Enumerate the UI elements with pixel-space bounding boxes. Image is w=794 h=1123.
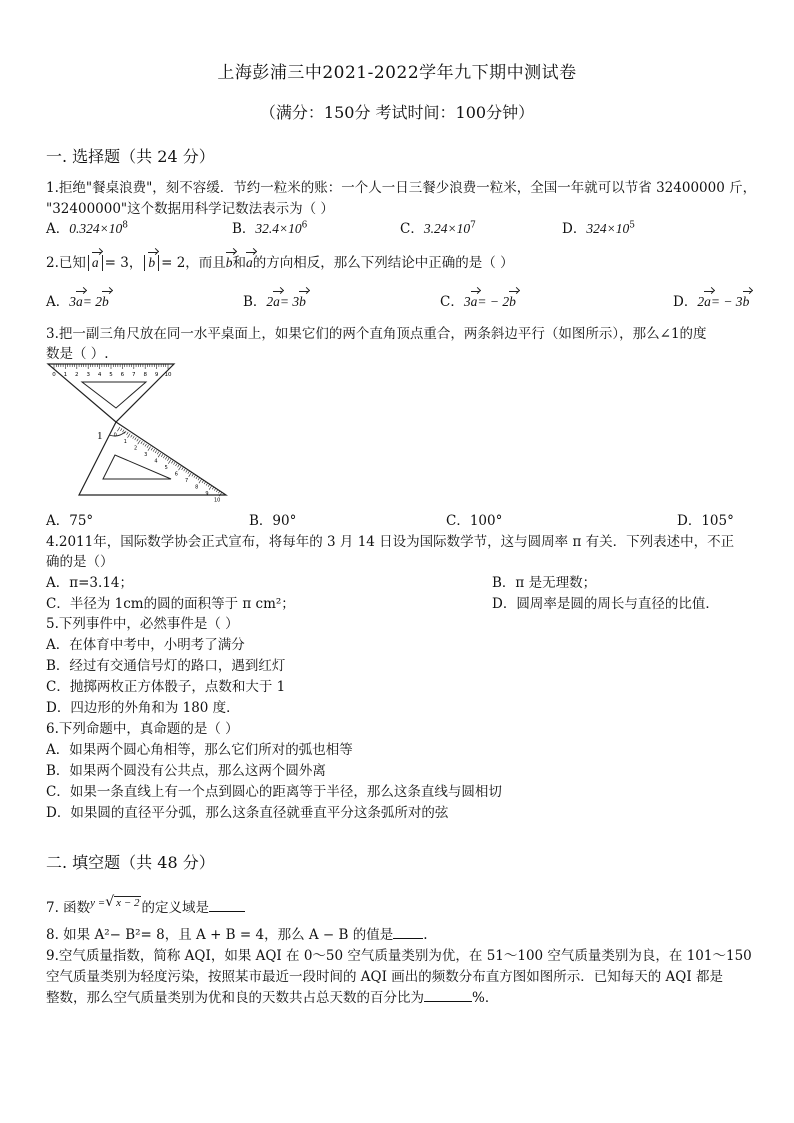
q2-option-a-label: A．: [46, 294, 70, 310]
q9-stem-line3: [46, 986, 498, 1006]
q5-option-a: A．在体育中考中，小明考了满分: [46, 637, 245, 653]
q2-option-d-v2: b: [742, 294, 750, 309]
upper-ruler-tick-label: 5: [109, 372, 113, 378]
page-title: 上海彭浦三中2021-2022学年九下期中测试卷: [217, 63, 577, 83]
lower-ruler-tick: [163, 456, 165, 459]
section-1-title: 一. 选择题（共 24 分）: [46, 147, 215, 166]
q7-prefix: 7. 函数: [46, 900, 91, 916]
q1-option-d-label: D．: [562, 221, 587, 237]
lower-ruler-tick: [173, 462, 175, 465]
q6-option-b: B．如果两个圆没有公共点，那么这两个圆外离: [46, 763, 326, 779]
lower-ruler-tick: [158, 453, 161, 457]
q2-option-b-v2: b: [299, 294, 306, 309]
lower-ruler-tick: [128, 434, 131, 438]
q4-option-c: C．半径为 1cm的圆的面积等于 π cm²；: [46, 596, 295, 612]
lower-ruler-tick-label: 6: [174, 471, 178, 478]
q1-option-a-label: A．: [46, 221, 70, 237]
lower-ruler-tick: [214, 488, 216, 491]
q2-option-c-v1: a: [470, 294, 478, 309]
q2-option-c-label: C．: [440, 294, 464, 310]
lower-ruler-tick: [138, 440, 141, 444]
lower-ruler-tick: [196, 476, 198, 479]
q4-option-b: B．π 是无理数；: [492, 575, 597, 591]
q2-option-c-c1: 3: [463, 294, 471, 309]
q8-answer-blank[interactable]: [393, 926, 423, 939]
lower-set-square-inner: [103, 455, 171, 479]
q2-option-a-op: = 2: [82, 294, 102, 309]
lower-ruler-tick: [184, 469, 186, 472]
lower-ruler-ticks: [114, 427, 222, 504]
lower-ruler-tick: [178, 465, 180, 468]
upper-set-square-inner: [82, 382, 146, 408]
q5-option-d: D．四边形的外角和为 180 度．: [46, 700, 240, 716]
lower-ruler-tick: [176, 463, 178, 466]
q5-option-b: B．经过有交通信号灯的路口，遇到红灯: [46, 658, 286, 674]
lower-ruler-tick: [137, 439, 139, 442]
lower-ruler-tick: [171, 461, 173, 464]
q1-stem-line2: "32400000"这个数据用科学记数法表示为（ ）: [46, 201, 334, 217]
q5-option-c: C．抛掷两枚正方体骰子，点数和大于 1: [46, 679, 286, 695]
lower-ruler-tick: [208, 484, 210, 487]
q1-option-b-label: B．: [232, 221, 256, 237]
lower-ruler-tick: [202, 480, 204, 483]
q2-option-b-c1: 2: [266, 294, 274, 309]
q2-option-d-label: D．: [673, 294, 698, 310]
lower-ruler-tick: [155, 450, 157, 453]
q2-prefix: 2.已知: [46, 255, 86, 271]
q8-text: 8. 如果 A²− B²= 8，且 A + B = 4，那么 A − B 的值是: [46, 927, 394, 943]
lower-ruler-tick-label: 5: [164, 465, 168, 472]
q9-stem-line1: 9.空气质量指数，简称 AQI，如果 AQI 在 0～50 空气质量类别为优，在 51～100 空气质量类别为良，在 101～150: [46, 948, 752, 964]
lower-ruler-tick: [148, 447, 151, 451]
q1-stem-line1: 1.拒绝"餐桌浪费"，刻不容缓．节约一粒米的账：一个人一日三餐少浪费一粒米，全国一年就可以节省 32400000 斤，: [46, 180, 757, 196]
triangle-rulers-figure: [46, 362, 231, 504]
lower-ruler-tick-label: 2: [133, 445, 138, 452]
lower-ruler-tick: [198, 478, 200, 481]
q1-option-c-coef: 3.24×10: [423, 221, 471, 236]
q9-line3-pre: 整数，那么空气质量类别为优和良的天数共占总天数的百分比为: [46, 990, 424, 1006]
q5-stem: 5.下列事件中，必然事件是（ ）: [46, 616, 239, 632]
q3-option-c: C．100°: [446, 513, 503, 529]
lower-ruler-tick: [120, 428, 122, 431]
q7-answer-blank[interactable]: [209, 899, 245, 912]
lower-ruler-tick: [161, 454, 163, 457]
q2-b-eq: = 2，而且: [161, 255, 226, 271]
q4-stem-line2: 确的是（）: [46, 554, 114, 570]
q1-option-d: [562, 217, 635, 237]
upper-ruler-ticks: [52, 364, 172, 378]
q6-option-d: D．如果圆的直径平分弧，那么这条直径就垂直平分这条弧所对的弦: [46, 805, 449, 821]
q6-option-c: C．如果一条直线上有一个点到圆心的距离等于半径，那么这条直线与圆相切: [46, 784, 502, 800]
upper-ruler-tick-label: 3: [86, 372, 90, 378]
q2-option-d-op: = − 3: [710, 294, 743, 309]
q2-stem: [46, 251, 514, 271]
q4-option-d: D．圆周率是圆的周长与直径的比值．: [492, 596, 719, 612]
q3-option-b: B．90°: [249, 513, 297, 529]
q2-option-a-v1: a: [76, 294, 83, 309]
q3-stem-line1: 3.把一副三角尺放在同一水平桌面上，如果它们的两个直角顶点重合，两条斜边平行（如图所示），那么∠1的度: [46, 326, 707, 342]
lower-ruler-tick: [133, 436, 135, 439]
upper-ruler-tick-label: 4: [97, 372, 102, 378]
angle-1-arc: [109, 432, 125, 436]
lower-ruler-tick: [153, 449, 155, 452]
lower-ruler-tick: [188, 471, 190, 474]
q3-stem-line2: 数是（ ）.: [46, 346, 109, 362]
upper-ruler-tick-label: 1: [63, 372, 68, 378]
lower-ruler-tick: [135, 437, 137, 440]
lower-ruler-tick: [212, 487, 214, 490]
lower-ruler-tick: [165, 457, 167, 460]
lower-ruler-tick: [117, 427, 120, 431]
q2-option-b-op: = 3: [279, 294, 300, 309]
q2-option-d: [673, 290, 749, 310]
q1-option-c-exp: 7: [470, 220, 476, 231]
upper-ruler-tick-label: 0: [52, 372, 56, 378]
q2-option-c-v2: b: [509, 294, 516, 309]
q7-suffix: 的定义域是: [141, 900, 209, 916]
q2-suffix: 的方向相反，那么下列结论中正确的是（ ）: [252, 255, 514, 271]
q1-option-b: [232, 217, 307, 237]
section-2-title: 二. 填空题（共 48 分）: [46, 853, 215, 872]
q1-option-c: [400, 217, 476, 237]
lower-ruler-tick: [131, 435, 133, 438]
q7-y: y =: [90, 897, 106, 909]
lower-ruler-tick: [143, 443, 145, 446]
lower-ruler-tick: [157, 452, 159, 455]
lower-ruler-tick-label: 4: [154, 458, 158, 465]
lower-ruler-tick: [147, 445, 149, 448]
lower-ruler-tick: [199, 479, 202, 483]
q2-vec-b-2: b: [225, 255, 233, 270]
q6-option-a: A．如果两个圆心角相等，那么它们所对的弧也相等: [46, 742, 353, 758]
angle-1-label: 1: [97, 430, 103, 442]
lower-ruler-tick-label: 1: [123, 439, 127, 446]
q2-vec-b: b: [148, 255, 156, 270]
q2-option-c-op: = − 2: [477, 294, 510, 309]
q9-answer-blank[interactable]: [424, 989, 472, 1002]
q7-radicand: x − 2: [116, 897, 140, 909]
q1-option-c-label: C．: [400, 221, 424, 237]
q4-option-a: A．π=3.14；: [46, 575, 133, 591]
upper-ruler-tick-label: 10: [164, 372, 172, 378]
page-subtitle: （满分：150分 考试时间：100分钟）: [259, 103, 535, 122]
q2-and: 和: [232, 255, 247, 271]
lower-ruler-tick: [204, 482, 206, 485]
lower-ruler-tick: [141, 441, 143, 444]
lower-ruler-tick: [209, 486, 212, 490]
q4-stem-line1: 4.2011年，国际数学协会正式宣布，将每年的 3 月 14 日设为国际数学节，这与圆周率 π 有关．下列表述中，不正: [46, 534, 735, 550]
q7-stem: 7. 函数$^{y =}$√ x − 2 的定义域是: [46, 896, 245, 916]
upper-ruler-tick-label: 7: [132, 372, 136, 378]
q1-option-b-coef: 32.4×10: [255, 221, 302, 236]
q8-end: .: [423, 927, 428, 943]
q2-option-a-c1: 3: [69, 294, 76, 309]
q1-option-a-coef: 0.324×10: [69, 221, 123, 236]
q2-vec-a-2: a: [246, 255, 253, 270]
q2-option-b: [243, 290, 306, 310]
q9-line3-post: %．: [472, 990, 499, 1006]
lower-ruler-tick: [122, 430, 124, 433]
q6-stem: 6.下列命题中，真命题的是（ ）: [46, 721, 239, 737]
upper-ruler-tick-label: 9: [154, 372, 159, 378]
q2-option-b-v1: a: [273, 294, 280, 309]
q8-stem: [46, 923, 428, 943]
upper-ruler-tick-label: 8: [143, 372, 147, 378]
q2-option-b-label: B．: [243, 294, 267, 310]
q1-option-a: [46, 217, 128, 237]
lower-ruler-tick: [192, 474, 194, 477]
lower-ruler-tick-label: 8: [195, 484, 199, 491]
q2-option-a: [46, 290, 109, 310]
lower-ruler-tick-label: 10: [213, 497, 221, 504]
lower-ruler-tick-label: 3: [144, 452, 148, 459]
lower-ruler-tick-label: 0: [113, 432, 117, 439]
lower-ruler-tick: [145, 444, 147, 447]
upper-ruler-tick-label: 2: [75, 372, 79, 378]
q9-stem-line2: 空气质量类别为轻度污染，按照某市最近一段时间的 AQI 画出的频数分布直方图如图所示．已知每天的 AQI 都是: [46, 969, 723, 985]
q2-vec-a: a: [91, 255, 99, 270]
q1-option-a-exp: 8: [122, 220, 128, 231]
q1-option-d-coef: 324×10: [586, 221, 630, 236]
q2-option-c: [440, 290, 516, 310]
lower-ruler-tick: [151, 448, 153, 451]
q2-option-d-v1: a: [704, 294, 711, 309]
q2-option-d-c1: 2: [697, 294, 705, 309]
lower-ruler-tick: [179, 466, 182, 470]
q1-option-b-exp: 6: [301, 220, 308, 231]
upper-ruler-tick-label: 6: [120, 372, 125, 378]
lower-ruler-tick: [168, 460, 171, 464]
lower-ruler-tick-label: 9: [205, 491, 209, 498]
q1-option-d-exp: 5: [629, 220, 635, 231]
lower-ruler-tick: [206, 483, 208, 486]
lower-ruler-tick-label: 7: [184, 478, 189, 485]
lower-ruler-tick: [127, 432, 129, 435]
q2-option-a-v2: b: [102, 294, 109, 309]
lower-ruler-tick: [189, 473, 192, 477]
q3-option-d: D．105°: [677, 513, 734, 529]
q3-option-a: A．75°: [46, 513, 94, 529]
lower-ruler-tick: [194, 475, 196, 478]
lower-ruler-tick: [186, 470, 188, 473]
lower-ruler-tick: [167, 458, 169, 461]
lower-ruler-tick: [182, 467, 184, 470]
q2-a-eq: = 3，: [104, 255, 143, 271]
